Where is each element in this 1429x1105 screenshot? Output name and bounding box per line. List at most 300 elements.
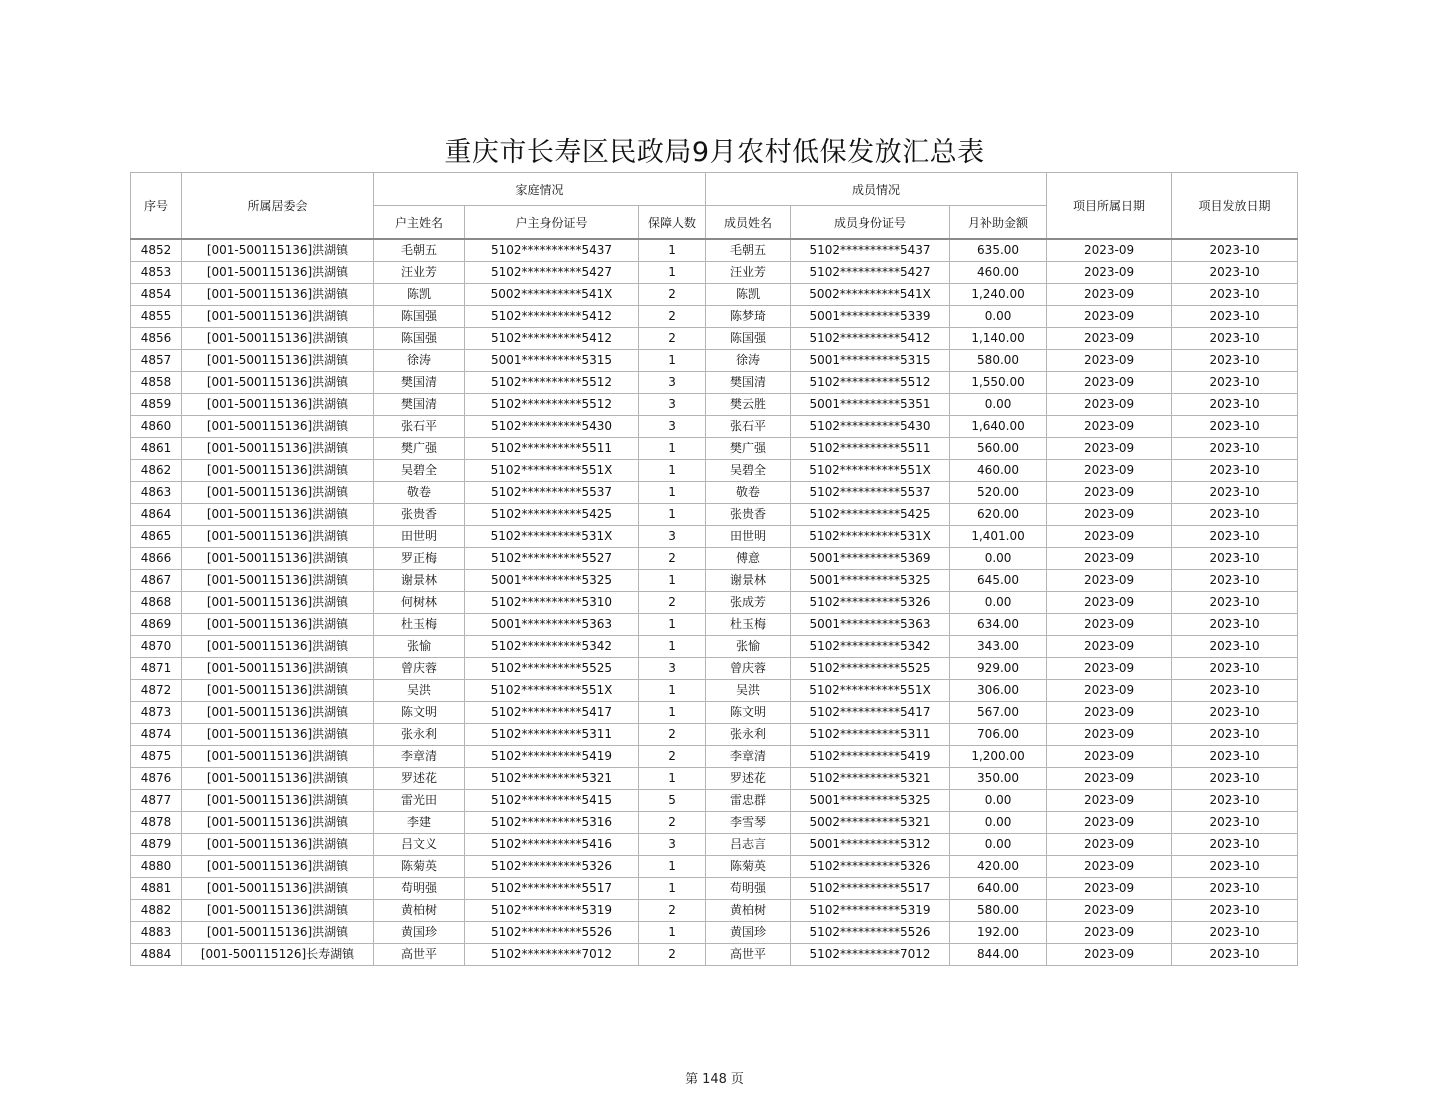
cell-member-id: 5102**********5412 <box>791 328 950 350</box>
cell-monthly-amount: 640.00 <box>950 878 1047 900</box>
cell-member-id: 5102**********5427 <box>791 262 950 284</box>
cell-monthly-amount: 1,401.00 <box>950 526 1047 548</box>
cell-member-name: 高世平 <box>706 944 791 966</box>
cell-committee: [001-500115136]洪湖镇 <box>182 812 374 834</box>
cell-issue-date: 2023-10 <box>1172 306 1298 328</box>
table-row <box>131 394 1298 416</box>
cell-member-name: 田世明 <box>706 526 791 548</box>
cell-issue-date: 2023-10 <box>1172 680 1298 702</box>
cell-committee: [001-500115136]洪湖镇 <box>182 834 374 856</box>
cell-member-id: 5102**********5537 <box>791 482 950 504</box>
cell-issue-date: 2023-10 <box>1172 570 1298 592</box>
cell-member-name: 张石平 <box>706 416 791 438</box>
table-row <box>131 592 1298 614</box>
cell-project-date: 2023-09 <box>1047 306 1172 328</box>
page-suffix: 页 <box>730 1072 744 1087</box>
cell-head-id: 5102**********5512 <box>465 394 639 416</box>
cell-head-name: 黄国珍 <box>374 922 465 944</box>
cell-head-name: 李章清 <box>374 746 465 768</box>
table-row <box>131 878 1298 900</box>
cell-issue-date: 2023-10 <box>1172 790 1298 812</box>
table-row <box>131 724 1298 746</box>
header-family-group: 家庭情况 <box>374 173 706 206</box>
cell-seq: 4854 <box>131 284 182 306</box>
cell-monthly-amount: 645.00 <box>950 570 1047 592</box>
cell-monthly-amount: 460.00 <box>950 460 1047 482</box>
cell-seq: 4878 <box>131 812 182 834</box>
cell-committee: [001-500115136]洪湖镇 <box>182 262 374 284</box>
cell-head-id: 5102**********5437 <box>465 239 639 262</box>
cell-monthly-amount: 929.00 <box>950 658 1047 680</box>
cell-monthly-amount: 635.00 <box>950 239 1047 262</box>
cell-seq: 4866 <box>131 548 182 570</box>
cell-committee: [001-500115136]洪湖镇 <box>182 680 374 702</box>
cell-project-date: 2023-09 <box>1047 768 1172 790</box>
cell-issue-date: 2023-10 <box>1172 239 1298 262</box>
header-member-group: 成员情况 <box>706 173 1047 206</box>
relief-summary-table <box>130 172 1298 966</box>
cell-committee: [001-500115136]洪湖镇 <box>182 526 374 548</box>
cell-committee: [001-500115136]洪湖镇 <box>182 482 374 504</box>
cell-project-date: 2023-09 <box>1047 856 1172 878</box>
header-seq: 序号 <box>131 173 182 240</box>
header-covered-count: 保障人数 <box>639 206 706 240</box>
cell-committee: [001-500115136]洪湖镇 <box>182 592 374 614</box>
table-row <box>131 944 1298 966</box>
cell-committee: [001-500115136]洪湖镇 <box>182 614 374 636</box>
cell-seq: 4867 <box>131 570 182 592</box>
cell-member-id: 5102**********5321 <box>791 768 950 790</box>
cell-member-name: 李章清 <box>706 746 791 768</box>
cell-seq: 4861 <box>131 438 182 460</box>
cell-seq: 4883 <box>131 922 182 944</box>
table-row <box>131 438 1298 460</box>
cell-member-id: 5102**********5511 <box>791 438 950 460</box>
cell-issue-date: 2023-10 <box>1172 394 1298 416</box>
cell-monthly-amount: 0.00 <box>950 548 1047 570</box>
cell-member-id: 5102**********551X <box>791 680 950 702</box>
table-body <box>131 239 1298 966</box>
cell-project-date: 2023-09 <box>1047 900 1172 922</box>
cell-seq: 4870 <box>131 636 182 658</box>
cell-covered-count: 1 <box>639 768 706 790</box>
cell-project-date: 2023-09 <box>1047 394 1172 416</box>
page-footer <box>0 1068 1429 1087</box>
cell-seq: 4864 <box>131 504 182 526</box>
cell-member-id: 5001**********5369 <box>791 548 950 570</box>
cell-covered-count: 1 <box>639 504 706 526</box>
cell-member-id: 5102**********551X <box>791 460 950 482</box>
cell-covered-count: 3 <box>639 834 706 856</box>
table-row <box>131 614 1298 636</box>
cell-head-name: 雷光田 <box>374 790 465 812</box>
cell-issue-date: 2023-10 <box>1172 856 1298 878</box>
cell-head-name: 罗正梅 <box>374 548 465 570</box>
cell-head-id: 5001**********5325 <box>465 570 639 592</box>
cell-issue-date: 2023-10 <box>1172 482 1298 504</box>
cell-monthly-amount: 343.00 <box>950 636 1047 658</box>
cell-monthly-amount: 1,200.00 <box>950 746 1047 768</box>
cell-member-id: 5102**********5425 <box>791 504 950 526</box>
cell-seq: 4862 <box>131 460 182 482</box>
cell-head-name: 张贵香 <box>374 504 465 526</box>
cell-monthly-amount: 634.00 <box>950 614 1047 636</box>
table-row <box>131 658 1298 680</box>
table-row <box>131 239 1298 262</box>
cell-member-name: 樊国清 <box>706 372 791 394</box>
cell-project-date: 2023-09 <box>1047 812 1172 834</box>
cell-monthly-amount: 350.00 <box>950 768 1047 790</box>
cell-head-name: 张永利 <box>374 724 465 746</box>
cell-issue-date: 2023-10 <box>1172 614 1298 636</box>
table-row <box>131 746 1298 768</box>
cell-seq: 4873 <box>131 702 182 724</box>
cell-committee: [001-500115136]洪湖镇 <box>182 658 374 680</box>
cell-seq: 4859 <box>131 394 182 416</box>
cell-member-name: 陈文明 <box>706 702 791 724</box>
cell-project-date: 2023-09 <box>1047 636 1172 658</box>
cell-monthly-amount: 560.00 <box>950 438 1047 460</box>
cell-head-id: 5102**********5412 <box>465 306 639 328</box>
cell-seq: 4874 <box>131 724 182 746</box>
cell-member-id: 5002**********5321 <box>791 812 950 834</box>
cell-project-date: 2023-09 <box>1047 922 1172 944</box>
cell-covered-count: 1 <box>639 438 706 460</box>
cell-member-name: 张贵香 <box>706 504 791 526</box>
cell-member-id: 5102**********5342 <box>791 636 950 658</box>
cell-member-name: 苟明强 <box>706 878 791 900</box>
cell-project-date: 2023-09 <box>1047 834 1172 856</box>
table-row <box>131 768 1298 790</box>
cell-monthly-amount: 420.00 <box>950 856 1047 878</box>
cell-committee: [001-500115136]洪湖镇 <box>182 702 374 724</box>
cell-head-id: 5102**********7012 <box>465 944 639 966</box>
table-row <box>131 372 1298 394</box>
cell-head-id: 5102**********5326 <box>465 856 639 878</box>
cell-seq: 4879 <box>131 834 182 856</box>
cell-covered-count: 3 <box>639 394 706 416</box>
cell-project-date: 2023-09 <box>1047 504 1172 526</box>
cell-head-name: 陈国强 <box>374 306 465 328</box>
cell-member-name: 黄柏树 <box>706 900 791 922</box>
cell-member-id: 5102**********5417 <box>791 702 950 724</box>
cell-covered-count: 1 <box>639 482 706 504</box>
cell-monthly-amount: 0.00 <box>950 394 1047 416</box>
cell-issue-date: 2023-10 <box>1172 768 1298 790</box>
cell-monthly-amount: 567.00 <box>950 702 1047 724</box>
cell-member-id: 5102**********531X <box>791 526 950 548</box>
cell-member-name: 雷忠群 <box>706 790 791 812</box>
cell-issue-date: 2023-10 <box>1172 636 1298 658</box>
cell-head-name: 李建 <box>374 812 465 834</box>
cell-committee: [001-500115136]洪湖镇 <box>182 460 374 482</box>
cell-head-id: 5102**********5527 <box>465 548 639 570</box>
cell-member-name: 黄国珍 <box>706 922 791 944</box>
cell-committee: [001-500115136]洪湖镇 <box>182 350 374 372</box>
cell-issue-date: 2023-10 <box>1172 900 1298 922</box>
cell-member-id: 5102**********5311 <box>791 724 950 746</box>
cell-head-name: 陈凯 <box>374 284 465 306</box>
cell-head-name: 曾庆蓉 <box>374 658 465 680</box>
cell-head-name: 苟明强 <box>374 878 465 900</box>
cell-seq: 4882 <box>131 900 182 922</box>
cell-committee: [001-500115136]洪湖镇 <box>182 372 374 394</box>
cell-covered-count: 2 <box>639 746 706 768</box>
cell-seq: 4872 <box>131 680 182 702</box>
cell-issue-date: 2023-10 <box>1172 526 1298 548</box>
cell-member-id: 5102**********5517 <box>791 878 950 900</box>
cell-member-name: 徐涛 <box>706 350 791 372</box>
cell-member-name: 张愉 <box>706 636 791 658</box>
cell-monthly-amount: 192.00 <box>950 922 1047 944</box>
cell-head-id: 5102**********5419 <box>465 746 639 768</box>
cell-project-date: 2023-09 <box>1047 284 1172 306</box>
cell-issue-date: 2023-10 <box>1172 350 1298 372</box>
cell-committee: [001-500115136]洪湖镇 <box>182 438 374 460</box>
table-row <box>131 548 1298 570</box>
cell-committee: [001-500115136]洪湖镇 <box>182 746 374 768</box>
cell-covered-count: 1 <box>639 350 706 372</box>
cell-committee: [001-500115136]洪湖镇 <box>182 878 374 900</box>
cell-head-id: 5102**********5417 <box>465 702 639 724</box>
table-row <box>131 636 1298 658</box>
cell-seq: 4876 <box>131 768 182 790</box>
cell-head-id: 5002**********541X <box>465 284 639 306</box>
table-row <box>131 284 1298 306</box>
table-row <box>131 504 1298 526</box>
cell-seq: 4865 <box>131 526 182 548</box>
cell-project-date: 2023-09 <box>1047 438 1172 460</box>
cell-committee: [001-500115136]洪湖镇 <box>182 284 374 306</box>
cell-head-name: 杜玉梅 <box>374 614 465 636</box>
cell-monthly-amount: 460.00 <box>950 262 1047 284</box>
cell-issue-date: 2023-10 <box>1172 592 1298 614</box>
page-title: 重庆市长寿区民政局9月农村低保发放汇总表 <box>444 137 985 168</box>
table-row <box>131 306 1298 328</box>
cell-head-name: 樊广强 <box>374 438 465 460</box>
cell-project-date: 2023-09 <box>1047 658 1172 680</box>
cell-monthly-amount: 620.00 <box>950 504 1047 526</box>
cell-issue-date: 2023-10 <box>1172 284 1298 306</box>
cell-issue-date: 2023-10 <box>1172 746 1298 768</box>
cell-member-id: 5102**********7012 <box>791 944 950 966</box>
table-row <box>131 922 1298 944</box>
cell-member-name: 樊广强 <box>706 438 791 460</box>
cell-covered-count: 5 <box>639 790 706 812</box>
cell-head-id: 5102**********5526 <box>465 922 639 944</box>
cell-seq: 4884 <box>131 944 182 966</box>
cell-member-id: 5102**********5437 <box>791 239 950 262</box>
cell-committee: [001-500115136]洪湖镇 <box>182 548 374 570</box>
cell-head-id: 5102**********5415 <box>465 790 639 812</box>
cell-head-name: 张石平 <box>374 416 465 438</box>
cell-issue-date: 2023-10 <box>1172 658 1298 680</box>
cell-committee: [001-500115136]洪湖镇 <box>182 239 374 262</box>
cell-issue-date: 2023-10 <box>1172 702 1298 724</box>
cell-project-date: 2023-09 <box>1047 702 1172 724</box>
cell-issue-date: 2023-10 <box>1172 504 1298 526</box>
cell-project-date: 2023-09 <box>1047 878 1172 900</box>
cell-issue-date: 2023-10 <box>1172 922 1298 944</box>
cell-project-date: 2023-09 <box>1047 239 1172 262</box>
cell-committee: [001-500115136]洪湖镇 <box>182 790 374 812</box>
cell-member-id: 5001**********5339 <box>791 306 950 328</box>
cell-member-id: 5102**********5512 <box>791 372 950 394</box>
cell-committee: [001-500115136]洪湖镇 <box>182 416 374 438</box>
cell-member-id: 5102**********5526 <box>791 922 950 944</box>
cell-head-id: 5102**********5537 <box>465 482 639 504</box>
cell-project-date: 2023-09 <box>1047 482 1172 504</box>
table-row <box>131 856 1298 878</box>
table-row <box>131 460 1298 482</box>
cell-covered-count: 1 <box>639 636 706 658</box>
cell-seq: 4860 <box>131 416 182 438</box>
header-committee: 所属居委会 <box>182 173 374 240</box>
cell-head-name: 陈国强 <box>374 328 465 350</box>
table-row <box>131 328 1298 350</box>
cell-issue-date: 2023-10 <box>1172 724 1298 746</box>
cell-seq: 4875 <box>131 746 182 768</box>
cell-seq: 4877 <box>131 790 182 812</box>
cell-head-name: 陈菊英 <box>374 856 465 878</box>
cell-monthly-amount: 1,550.00 <box>950 372 1047 394</box>
cell-committee: [001-500115136]洪湖镇 <box>182 328 374 350</box>
cell-covered-count: 2 <box>639 306 706 328</box>
cell-covered-count: 1 <box>639 614 706 636</box>
cell-project-date: 2023-09 <box>1047 724 1172 746</box>
cell-covered-count: 3 <box>639 416 706 438</box>
cell-member-id: 5001**********5315 <box>791 350 950 372</box>
cell-covered-count: 3 <box>639 526 706 548</box>
header-head-name: 户主姓名 <box>374 206 465 240</box>
cell-head-name: 徐涛 <box>374 350 465 372</box>
cell-project-date: 2023-09 <box>1047 570 1172 592</box>
cell-covered-count: 1 <box>639 460 706 482</box>
cell-head-name: 樊国清 <box>374 394 465 416</box>
cell-issue-date: 2023-10 <box>1172 460 1298 482</box>
cell-project-date: 2023-09 <box>1047 350 1172 372</box>
cell-member-name: 樊云胜 <box>706 394 791 416</box>
cell-covered-count: 2 <box>639 284 706 306</box>
cell-seq: 4857 <box>131 350 182 372</box>
cell-issue-date: 2023-10 <box>1172 834 1298 856</box>
cell-committee: [001-500115136]洪湖镇 <box>182 856 374 878</box>
cell-member-name: 傅意 <box>706 548 791 570</box>
cell-head-name: 黄柏树 <box>374 900 465 922</box>
cell-head-id: 5102**********5321 <box>465 768 639 790</box>
cell-member-id: 5001**********5325 <box>791 790 950 812</box>
cell-monthly-amount: 0.00 <box>950 306 1047 328</box>
cell-member-name: 吕志言 <box>706 834 791 856</box>
cell-head-id: 5102**********5311 <box>465 724 639 746</box>
cell-issue-date: 2023-10 <box>1172 812 1298 834</box>
cell-project-date: 2023-09 <box>1047 460 1172 482</box>
cell-head-id: 5102**********531X <box>465 526 639 548</box>
cell-head-id: 5102**********5319 <box>465 900 639 922</box>
cell-issue-date: 2023-10 <box>1172 372 1298 394</box>
cell-project-date: 2023-09 <box>1047 372 1172 394</box>
cell-covered-count: 1 <box>639 262 706 284</box>
cell-monthly-amount: 0.00 <box>950 834 1047 856</box>
cell-covered-count: 2 <box>639 328 706 350</box>
cell-monthly-amount: 0.00 <box>950 812 1047 834</box>
header-head-id: 户主身份证号 <box>465 206 639 240</box>
header-project-date: 项目所属日期 <box>1047 173 1172 240</box>
cell-head-name: 吕文义 <box>374 834 465 856</box>
cell-seq: 4855 <box>131 306 182 328</box>
cell-committee: [001-500115136]洪湖镇 <box>182 306 374 328</box>
cell-seq: 4881 <box>131 878 182 900</box>
table-row <box>131 680 1298 702</box>
cell-committee: [001-500115136]洪湖镇 <box>182 724 374 746</box>
cell-member-name: 罗述花 <box>706 768 791 790</box>
cell-member-name: 汪业芳 <box>706 262 791 284</box>
table-row <box>131 900 1298 922</box>
cell-covered-count: 1 <box>639 570 706 592</box>
cell-project-date: 2023-09 <box>1047 526 1172 548</box>
cell-head-id: 5102**********5430 <box>465 416 639 438</box>
table-row <box>131 812 1298 834</box>
cell-head-name: 何树林 <box>374 592 465 614</box>
header-row-group <box>131 173 1298 206</box>
cell-covered-count: 2 <box>639 548 706 570</box>
cell-seq: 4863 <box>131 482 182 504</box>
cell-monthly-amount: 706.00 <box>950 724 1047 746</box>
cell-covered-count: 1 <box>639 878 706 900</box>
header-issue-date: 项目发放日期 <box>1172 173 1298 240</box>
cell-covered-count: 3 <box>639 372 706 394</box>
cell-monthly-amount: 580.00 <box>950 350 1047 372</box>
cell-issue-date: 2023-10 <box>1172 438 1298 460</box>
cell-monthly-amount: 1,140.00 <box>950 328 1047 350</box>
cell-member-id: 5102**********5419 <box>791 746 950 768</box>
cell-covered-count: 2 <box>639 724 706 746</box>
page-number: 148 <box>702 1072 727 1087</box>
cell-covered-count: 1 <box>639 239 706 262</box>
cell-member-name: 陈国强 <box>706 328 791 350</box>
cell-committee: [001-500115136]洪湖镇 <box>182 570 374 592</box>
cell-member-id: 5102**********5326 <box>791 592 950 614</box>
cell-head-id: 5102**********551X <box>465 460 639 482</box>
cell-head-name: 高世平 <box>374 944 465 966</box>
cell-head-id: 5102**********5310 <box>465 592 639 614</box>
cell-member-name: 张永利 <box>706 724 791 746</box>
cell-seq: 4856 <box>131 328 182 350</box>
cell-head-name: 陈文明 <box>374 702 465 724</box>
cell-monthly-amount: 1,640.00 <box>950 416 1047 438</box>
cell-head-id: 5001**********5363 <box>465 614 639 636</box>
cell-monthly-amount: 306.00 <box>950 680 1047 702</box>
cell-project-date: 2023-09 <box>1047 328 1172 350</box>
cell-head-id: 5102**********5416 <box>465 834 639 856</box>
cell-covered-count: 1 <box>639 856 706 878</box>
cell-seq: 4871 <box>131 658 182 680</box>
cell-project-date: 2023-09 <box>1047 548 1172 570</box>
cell-member-name: 敬卷 <box>706 482 791 504</box>
cell-project-date: 2023-09 <box>1047 944 1172 966</box>
header-member-id: 成员身份证号 <box>791 206 950 240</box>
cell-committee: [001-500115136]洪湖镇 <box>182 504 374 526</box>
cell-issue-date: 2023-10 <box>1172 944 1298 966</box>
cell-covered-count: 1 <box>639 702 706 724</box>
cell-seq: 4869 <box>131 614 182 636</box>
cell-project-date: 2023-09 <box>1047 680 1172 702</box>
table-row <box>131 702 1298 724</box>
cell-head-id: 5001**********5315 <box>465 350 639 372</box>
cell-committee: [001-500115136]洪湖镇 <box>182 394 374 416</box>
cell-monthly-amount: 520.00 <box>950 482 1047 504</box>
cell-project-date: 2023-09 <box>1047 262 1172 284</box>
